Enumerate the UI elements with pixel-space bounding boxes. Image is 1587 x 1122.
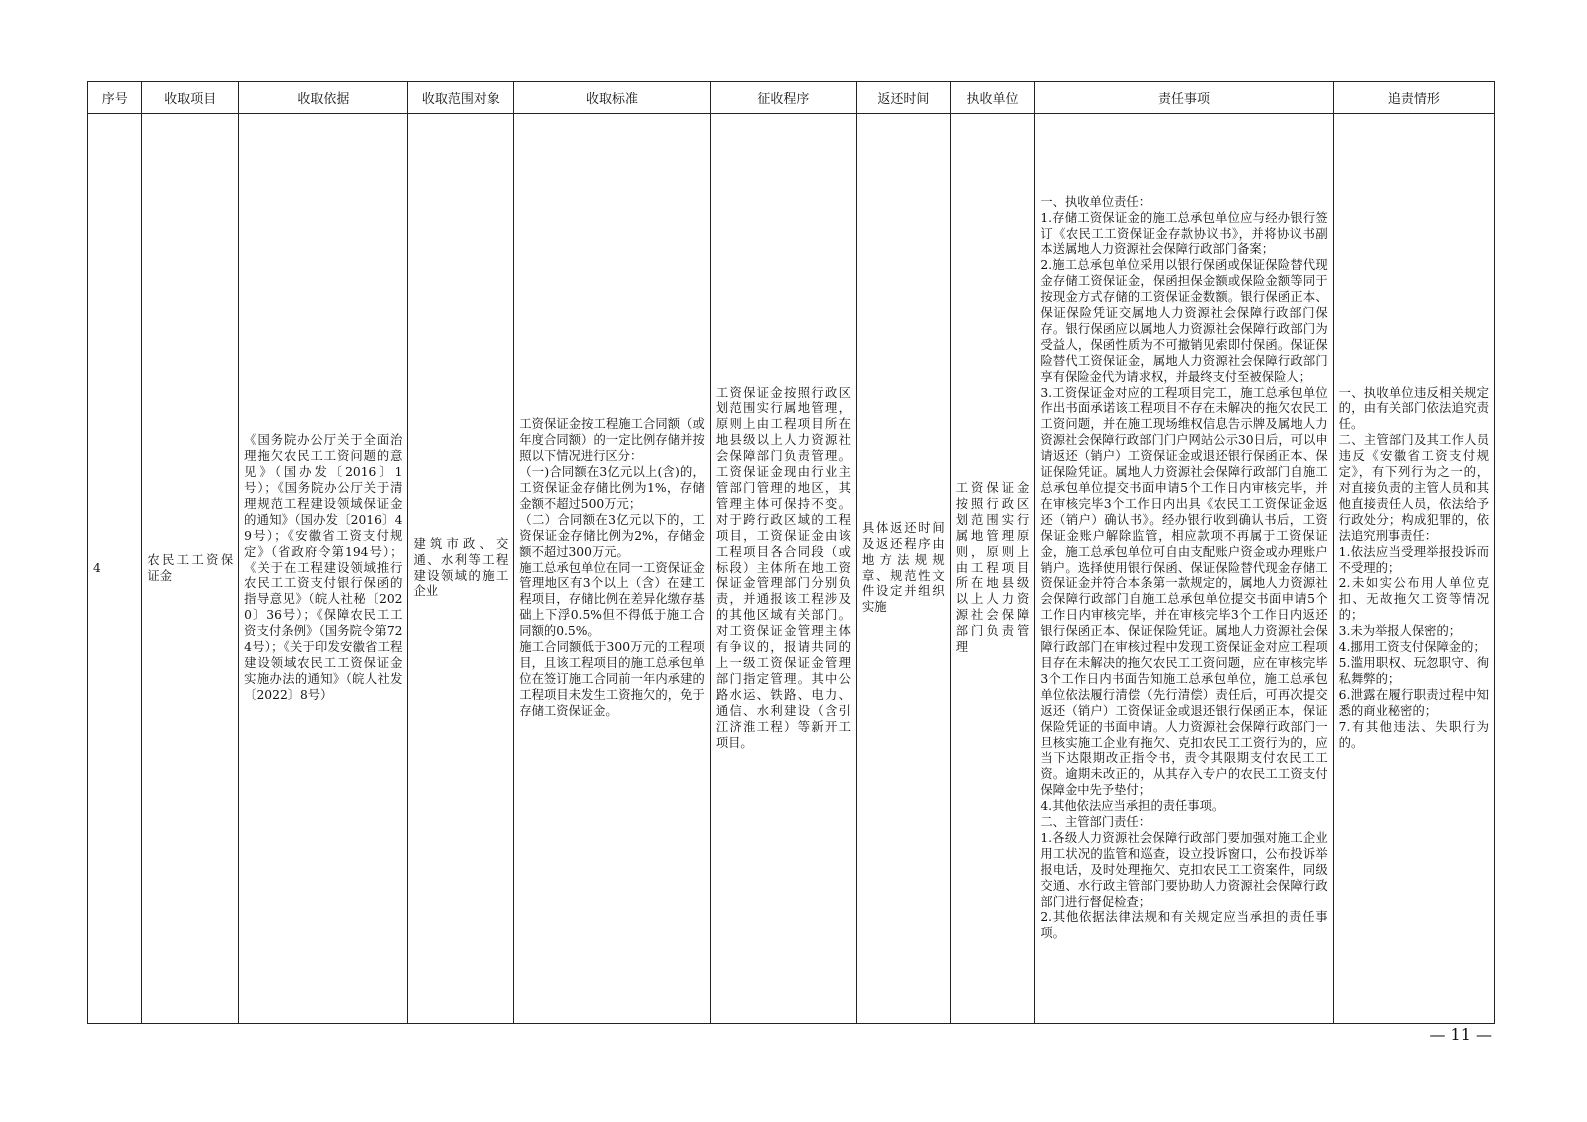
accountability-line: 6.泄露在履行职责过程中知悉的商业秘密的； bbox=[1338, 687, 1489, 718]
cell-item: 农民工工资保证金 bbox=[142, 114, 239, 1024]
standard-line: （一)合同额在3亿元以上(含)的，工资保证金存储比例为1%，存储金额不超过500万元； bbox=[519, 465, 705, 511]
fee-table bbox=[87, 81, 1495, 1024]
header-procedure: 征收程序 bbox=[710, 82, 856, 114]
header-standard: 收取标准 bbox=[514, 82, 711, 114]
responsibility-line: 1.存储工资保证金的施工总承包单位应与经办银行签订《农民工工资保证金存款协议书》，并将协议书副本送属地人力资源社会保障行政部门备案； bbox=[1040, 210, 1328, 257]
responsibility-line: 3.工资保证金对应的工程项目完工，施工总承包单位作出书面承诺该工程项目不存在未解决的拖欠农民工工资问题，并在施工现场维权信息告示牌及属地人力资源社会保障行政部门门户网站公示30日后，可以申请返还（销户）工资保证金或退还银行保函正本、保证保险凭证。属地人力资源社会保障行政部门自施工总承包单位提交书面申请5个工作日内审核完毕，并在审核完毕3个工作日内出具《农民工工资保证金返还（销户）确认书》。经办银行收到确认书后，工资保证金账户解除监管，相应款项不再属于工资保证金，施工总承包单位可自由支配账户资金或办理账户销户。选择使用银行保函、保证保险替代现金存储工资保证金并符合本条第一款规定的，属地人力资源社会保障行政部门自施工总承包单位提交书面申请5个工作日内审核完毕，并在审核完毕3个工作日内返还银行保函正本、保证保险凭证。属地人力资源社会保障行政部门在审核过程中发现工资保证金对应工程项目存在未解决的拖欠农民工工资问题，应在审核完毕3个工作日内书面告知施工总承包单位，施工总承包单位依法履行清偿（先行清偿）责任后，可再次提交返还（销户）工资保证金或退还银行保函正本，保证保险凭证的书面申请。人力资源社会保障行政部门一旦核实施工企业有拖欠、克扣农民工工资行为的，应当下达限期改正指令书，责令其限期支付农民工工资。逾期未改正的，从其存入专户的农民工工资支付保障金中先予垫付； bbox=[1040, 385, 1328, 798]
accountability-line: 2.未如实公布用人单位克扣、无故拖欠工资等情况的； bbox=[1338, 576, 1489, 623]
responsibility-line: 2.其他依据法律法规和有关规定应当承担的责任事项。 bbox=[1040, 910, 1328, 941]
cell-procedure: 工资保证金按照行政区划范围实行属地管理，原则上由工程项目所在地县级以上人力资源社会保障部门负责管理。工资保证金现由行业主管部门管理的地区，其管理主体可保持不变。对于跨行政区域的工程项目，工资保证金由该工程项目各合同段（或标段）主体所在地工资保证金管理部门分别负责，并通报该工程涉及的其他区域有关部门。对工资保证金管理主体有争议的，报请共同的上一级工资保证金管理部门指定管理。其中公路水运、铁路、电力、通信、水利建设（含引江济淮工程）等新开工项目。 bbox=[710, 114, 856, 1024]
standard-line: （二）合同额在3亿元以下的，工资保证金存储比例为2%，存储金额不超过300万元。 bbox=[519, 512, 705, 559]
page-number: — 11 — bbox=[1429, 1025, 1492, 1044]
standard-line: 施工合同额低于300万元的工程项目，且该工程项目的施工总承包单位在签订施工合同前一年内承建的工程项目未发生工资拖欠的，免于存储工资保证金。 bbox=[519, 640, 705, 718]
cell-responsibilities bbox=[1035, 114, 1333, 1024]
header-basis: 收取依据 bbox=[239, 82, 408, 114]
cell-scope: 建筑市政、交通、水利等工程建设领域的施工企业 bbox=[408, 114, 514, 1024]
accountability-line: 1.依法应当受理举报投诉而不受理的； bbox=[1338, 544, 1489, 575]
header-row bbox=[88, 82, 1495, 114]
header-refund-time: 返还时间 bbox=[856, 82, 950, 114]
cell-refund-time: 具体返还时间及返还程序由地方法规规章、规范性文件设定并组织实施 bbox=[856, 114, 950, 1024]
header-unit: 执收单位 bbox=[950, 82, 1035, 114]
header-item: 收取项目 bbox=[142, 82, 239, 114]
header-responsibilities: 责任事项 bbox=[1035, 82, 1333, 114]
responsibility-line: 一、执收单位责任： bbox=[1040, 194, 1152, 209]
responsibility-line: 二、主管部门责任： bbox=[1040, 815, 1152, 830]
table-row bbox=[88, 114, 1495, 1024]
cell-unit: 工资保证金按照行政区划范围实行属地管理原则，原则上由工程项目所在地县级以上人力资源社会保障部门负责管理 bbox=[950, 114, 1035, 1024]
standard-line: 工资保证金按工程施工合同额（或年度合同额）的一定比例存储并按照以下情况进行区分： bbox=[519, 417, 705, 464]
responsibility-line: 4.其他依法应当承担的责任事项。 bbox=[1040, 799, 1225, 814]
cell-standard bbox=[514, 114, 711, 1024]
accountability-line: 一、执收单位违反相关规定的，由有关部门依法追究责任。 bbox=[1338, 385, 1489, 432]
header-seq: 序号 bbox=[88, 82, 142, 114]
accountability-line: 3.未为举报人保密的； bbox=[1338, 624, 1462, 639]
accountability-line: 4.挪用工资支付保障金的； bbox=[1338, 640, 1486, 655]
header-accountability: 追责情形 bbox=[1333, 82, 1494, 114]
header-scope: 收取范围对象 bbox=[408, 82, 514, 114]
cell-basis: 《国务院办公厅关于全面治理拖欠农民工工资问题的意见》（国办发〔2016〕1号）；《国务院办公厅关于清理规范工程建设领域保证金的通知》（国办发〔2016〕49号）；《安徽省工资支付规定》（省政府令第194号）；《关于在工程建设领域推行农民工工资支付银行保函的指导意见》（皖人社秘〔2020〕36号）；《保障农民工工资支付条例》（国务院令第724号）；《关于印发安徽省工程建设领域农民工工资保证金实施办法的通知》（皖人社发〔2022〕8号） bbox=[239, 114, 408, 1024]
responsibility-line: 1.各级人力资源社会保障行政部门要加强对施工企业用工状况的监管和巡查，设立投诉窗口，公布投诉举报电话，及时处理拖欠、克扣农民工工资案件，同级交通、水行政主管部门要协助人力资源社会保障行政部门进行督促检查； bbox=[1040, 830, 1328, 909]
accountability-line: 5.滥用职权、玩忽职守、徇私舞弊的； bbox=[1338, 655, 1489, 686]
cell-seq: 4 bbox=[88, 114, 142, 1024]
responsibility-line: 2.施工总承包单位采用以银行保函或保证保险替代现金存储工资保证金，保函担保金额或保险金额等同于按现金方式存储的工资保证金数额。银行保函正本、保证保险凭证交属地人力资源社会保障行政部门保存。银行保函应以属地人力资源社会保障行政部门为受益人，保函性质为不可撤销见索即付保函。保证保险替代工资保证金，属地人力资源社会保障行政部门享有保险金代为请求权，并最终支付至被保险人； bbox=[1040, 258, 1328, 384]
accountability-line: 7.有其他违法、失职行为的。 bbox=[1338, 719, 1489, 750]
standard-line: 施工总承包单位在同一工资保证金管理地区有3个以上（含）在建工程项目，存储比例在差异化缴存基础上下浮0.5%但不得低于施工合同额的0.5%。 bbox=[519, 560, 705, 639]
cell-accountability bbox=[1333, 114, 1494, 1024]
accountability-line: 二、主管部门及其工作人员违反《安徽省工资支付规定》，有下列行为之一的，对直接负责的主管人员和其他直接责任人员，依法给予行政处分；构成犯罪的，依法追究刑事责任： bbox=[1338, 433, 1489, 543]
